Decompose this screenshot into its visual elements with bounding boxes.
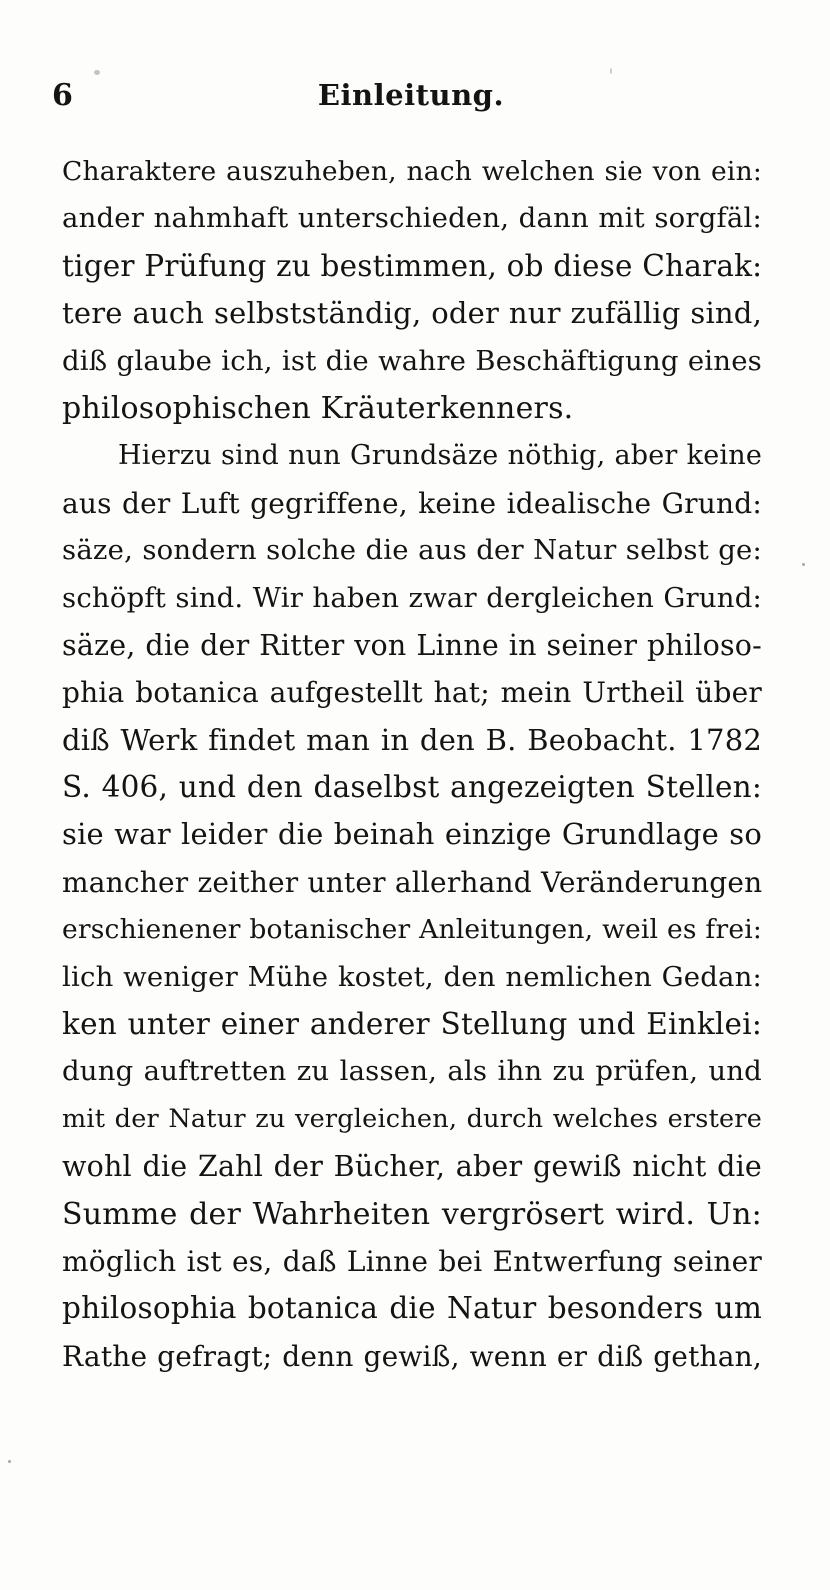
print-speck <box>802 563 805 566</box>
text-line: S. 406, und den daselbst angezeigten Stellen: <box>62 770 762 805</box>
text-line: tere auch selbstständig, oder nur zufällig sind, <box>62 296 762 331</box>
text-line: Summe der Wahrheiten vergrösert wird. Un: <box>62 1196 762 1232</box>
text-line: Hierzu sind nun Grundsäze nöthig, aber keine <box>118 440 762 472</box>
text-line: sie war leider die beinah einzige Grundlage so <box>62 817 762 852</box>
print-speck <box>610 68 612 74</box>
print-speck <box>8 1460 11 1463</box>
text-line: dung auftretten zu lassen, als ihn zu prüfen, und <box>62 1055 762 1088</box>
text-line: schöpft sind. Wir haben zwar dergleichen Grund: <box>62 581 762 614</box>
text-line: tiger Prüfung zu bestimmen, ob diese Charak: <box>62 248 763 283</box>
page-header <box>52 78 770 122</box>
text-line: säze, sondern solche die aus der Natur selbst ge: <box>62 534 762 567</box>
text-line: säze, die der Ritter von Linne in seiner philoso- <box>62 628 762 662</box>
body-text <box>62 148 762 1380</box>
text-line: lich weniger Mühe kostet, den nemlichen Gedan: <box>62 960 762 993</box>
page-number: 6 <box>52 78 73 113</box>
text-line: Rathe gefragt; denn gewiß, wenn er diß gethan, <box>62 1339 762 1373</box>
text-line: möglich ist es, daß Linne bei Entwerfung seiner <box>62 1244 762 1278</box>
text-line: Charaktere auszuheben, nach welchen sie von ein: <box>62 156 762 187</box>
text-line: philosophischen Kräuterkenners. <box>62 390 574 426</box>
text-line: mancher zeither unter allerhand Veränderungen <box>62 865 763 899</box>
text-line: diß Werk findet man in den B. Beobacht. 1782 <box>62 722 762 757</box>
print-speck <box>94 70 100 75</box>
text-line: philosophia botanica die Natur besonders um <box>62 1291 762 1326</box>
text-line: mit der Natur zu vergleichen, durch welches erstere <box>62 1103 762 1134</box>
text-line: diß glaube ich, ist die wahre Beschäftigung eines <box>62 344 762 377</box>
text-line: phia botanica aufgestellt hat; mein Urtheil über <box>62 676 762 710</box>
text-line: ken unter einer anderer Stellung und Einklei: <box>62 1007 762 1042</box>
running-head: Einleitung. <box>317 78 505 112</box>
text-line: erschienener botanischer Anleitungen, weil es frei: <box>62 914 762 946</box>
text-line: wohl die Zahl der Bücher, aber gewiß nicht die <box>62 1150 762 1184</box>
text-line: ander nahmhaft unterschieden, dann mit sorgfäl: <box>62 202 762 235</box>
text-line: aus der Luft gegriffene, keine idealische Grund: <box>62 486 762 520</box>
